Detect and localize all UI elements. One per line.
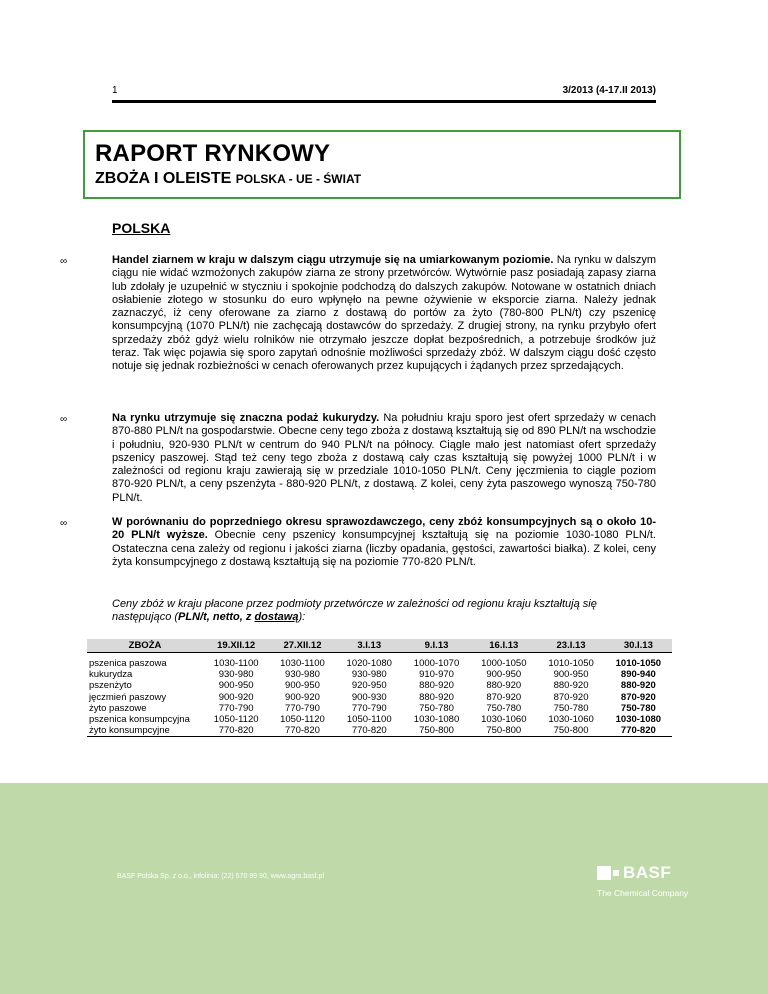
subtitle-large: ZBOŻA I OLEISTE xyxy=(95,170,232,187)
price-cell: 1020-1080 xyxy=(346,658,392,669)
issue-label: 3/2013 (4-17.II 2013) xyxy=(562,85,656,96)
price-cell: 900-930 xyxy=(351,691,387,703)
price-cell: 870-920 xyxy=(486,691,522,703)
column-header: 3.I.13 xyxy=(336,639,403,653)
title-box xyxy=(83,130,681,199)
price-cell: 750-780 xyxy=(553,702,589,714)
bullet-icon: ∞ xyxy=(60,518,68,529)
price-cell: 870-920 xyxy=(553,691,589,703)
paragraph-lead: Na rynku utrzymuje się znaczna podaż kukurydzy. xyxy=(112,412,380,424)
footer-contact: BASF Polska Sp. z o.o., infolinia: (22) 570 99 90, www.agro.basf.pl xyxy=(117,873,324,880)
price-cell: 900-920 xyxy=(285,691,320,703)
column-header: 16.I.13 xyxy=(470,639,537,653)
page-header xyxy=(112,85,656,99)
caption-bold: PLN/t, netto, z xyxy=(178,611,255,624)
price-cell: 750-780 xyxy=(419,702,454,714)
caption-text: Ceny zbóż w kraju płacone przez podmioty przetwórcze w zależności od regionu kraju kształtują się następująco ( xyxy=(112,598,597,624)
table-row xyxy=(87,703,672,714)
price-cell: 930-980 xyxy=(351,669,387,681)
page-number: 1 xyxy=(112,85,118,96)
price-cell: 900-950 xyxy=(218,680,254,692)
table-caption xyxy=(112,598,656,625)
footer-band xyxy=(0,783,768,994)
column-header: 30.I.13 xyxy=(605,639,672,653)
price-cell: 880-920 xyxy=(419,680,454,692)
price-cell: 750-800 xyxy=(470,725,537,737)
price-cell: 770-820 xyxy=(203,725,269,737)
price-cell: 1000-1050 xyxy=(481,658,527,669)
table-body xyxy=(87,653,672,737)
price-cell: 770-820 xyxy=(269,725,335,737)
price-cell: 770-820 xyxy=(605,725,672,737)
column-header: 9.I.13 xyxy=(403,639,470,653)
price-cell: 1030-1060 xyxy=(481,714,527,726)
logo-tagline: The Chemical Company xyxy=(597,888,689,898)
price-cell: 1030-1080 xyxy=(413,714,460,726)
price-cell: 770-790 xyxy=(351,702,387,714)
basf-logo xyxy=(597,863,689,904)
paragraph-text: Na rynku w dalszym ciągu nie widać wzmożonych zakupów ziarna ze strony przetwórców. Wytwórnie pasz posiadają zapasy ziarna lub zdołały je uzupełnić w styczniu i spokojnie podchodzą do dalszych zakupów. Notowane w ostatnich dniach osłabienie złotego w stosunku do euro wpłynęło na pewne ożywienie w eksporcie ziarna. Należy jednak zaznaczyć, iż ceny oferowane za ziarno z dostawą do portów za żyto (780-800 PLN/t) czy pszenicę konsumpcyjną (1070 PLN/t) nie zachęcają dostawców do sprzedaży. Z drugiej strony, na rynku przybyło ofert sprzedaży zbóż gdyż wielu rolników nie otrzymało jeszcze dopłat bezpośrednich, a potrzebuje środków już teraz. Tak więc pojawia się sporo zapytań odnośnie możliwości sprzedaży zbóż. W dalszym ciągu dość często notuje się jednak rozbieżności w cenach oferowanych przez kupujących i żądanych przez sprzedających. xyxy=(112,254,656,373)
report-subtitle xyxy=(95,170,361,188)
logo-word: BASF xyxy=(623,863,672,882)
price-cell: 750-800 xyxy=(537,725,604,737)
price-cell: 770-790 xyxy=(285,702,320,714)
price-cell: 1050-1120 xyxy=(213,714,259,726)
paragraph-text: Na południu kraju sporo jest ofert sprzedaży w cenach 870-880 PLN/t na gospodarstwie. Obecne ceny tego zboża z dostawą kształtują się od 890 PLN/t na wschodzie i południu, 920-930 PLN/t w centrum do 940 PLN/t na północy. Ciągle mało jest natomiast ofert sprzedaży pszenicy paszowej. Stąd też ceny tego zboża z dostawą cały czas kształtują się powyżej 1000 PLN/t i w zależności od regionu kraju zawierają się w przedziale 1010-1050 PLN/t. Ceny jęczmienia to ciągle poziom 870-920 PLN/t, a ceny pszenżyta - 880-920 PLN/t, z dostawą. Z kolei, ceny żyta paszowego wynoszą 750-780 PLN/t. xyxy=(112,412,656,504)
price-cell: 900-950 xyxy=(486,669,522,681)
price-cell: 870-920 xyxy=(620,691,656,703)
column-header: 23.I.13 xyxy=(537,639,604,653)
table-row xyxy=(87,725,672,737)
price-cell: 920-950 xyxy=(351,680,387,692)
column-header: 19.XII.12 xyxy=(203,639,269,653)
price-cell: 1030-1060 xyxy=(548,714,594,726)
price-cell: 880-920 xyxy=(419,691,454,703)
paragraph-text: Obecnie ceny pszenicy konsumpcyjnej kształtują się na poziomie 1030-1080 PLN/t. Ostateczna cena zależy od regionu i jakości ziarna (liczby opadania, gęstości, zawartości białka). Z kolei, ceny żyta konsumpcyjnego z dostawą kształtują się na poziomie 770-820 PLN/t. xyxy=(112,529,656,568)
price-cell: 910-970 xyxy=(419,669,454,681)
table-header-row xyxy=(87,639,672,653)
grain-name-cell: jęczmień paszowy xyxy=(89,691,167,703)
caption-underlined: dostawą xyxy=(254,611,299,624)
price-cell: 880-920 xyxy=(620,680,656,692)
price-cell: 900-950 xyxy=(553,669,589,681)
grain-name-cell: pszenica paszowa xyxy=(89,658,167,669)
subtitle-small: POLSKA - UE - ŚWIAT xyxy=(235,172,362,186)
price-cell: 900-950 xyxy=(285,680,320,692)
price-cell: 930-980 xyxy=(285,669,320,681)
caption-end: ): xyxy=(298,611,306,624)
section-title: POLSKA xyxy=(112,220,171,236)
price-cell: 880-920 xyxy=(553,680,589,692)
price-table xyxy=(87,639,672,737)
column-header: 27.XII.12 xyxy=(269,639,335,653)
table-row xyxy=(87,658,672,669)
header-rule xyxy=(112,100,656,103)
price-cell: 880-920 xyxy=(486,680,522,692)
bullet-icon: ∞ xyxy=(60,256,68,267)
price-cell: 770-820 xyxy=(336,725,403,737)
price-cell: 1010-1050 xyxy=(615,658,662,669)
grain-name-cell: żyto konsumpcyjne xyxy=(87,725,203,737)
table-row xyxy=(87,692,672,703)
paragraph-3 xyxy=(112,516,656,569)
bullet-icon: ∞ xyxy=(60,414,68,425)
table-row xyxy=(87,680,672,691)
price-cell: 1030-1100 xyxy=(280,658,325,669)
price-cell: 770-790 xyxy=(218,702,254,714)
paragraph-lead: Handel ziarnem w kraju w dalszym ciągu utrzymuje się na umiarkowanym poziomie. xyxy=(112,254,554,266)
price-cell: 930-980 xyxy=(218,669,254,681)
price-cell: 750-780 xyxy=(486,702,522,714)
price-cell: 1030-1080 xyxy=(615,714,662,726)
paragraph-lead: W porównaniu do poprzedniego okresu sprawozdawczego, ceny zbóż konsumpcyjnych są o około 10-20 PLN/t wyższe. xyxy=(112,516,656,542)
grain-name-cell: pszenica konsumpcyjna xyxy=(89,714,190,726)
report-title: RAPORT RYNKOWY xyxy=(95,140,331,167)
table-row xyxy=(87,669,672,680)
paragraph-2 xyxy=(112,412,656,505)
table-row xyxy=(87,714,672,725)
price-cell: 900-920 xyxy=(218,691,254,703)
grain-name-cell: pszenżyto xyxy=(89,680,132,692)
paragraph-1 xyxy=(112,254,656,374)
price-cell: 1050-1100 xyxy=(346,714,392,726)
column-header: ZBOŻA xyxy=(87,639,203,653)
price-cell: 1010-1050 xyxy=(548,658,594,669)
grain-name-cell: kukurydza xyxy=(89,669,133,681)
grain-name-cell: żyto paszowe xyxy=(89,702,147,714)
price-cell: 1030-1100 xyxy=(213,658,259,669)
price-cell: 1050-1120 xyxy=(280,714,325,726)
price-cell: 750-800 xyxy=(403,725,470,737)
price-cell: 1000-1070 xyxy=(413,658,460,669)
price-cell: 750-780 xyxy=(620,702,656,714)
price-cell: 890-940 xyxy=(620,669,656,681)
